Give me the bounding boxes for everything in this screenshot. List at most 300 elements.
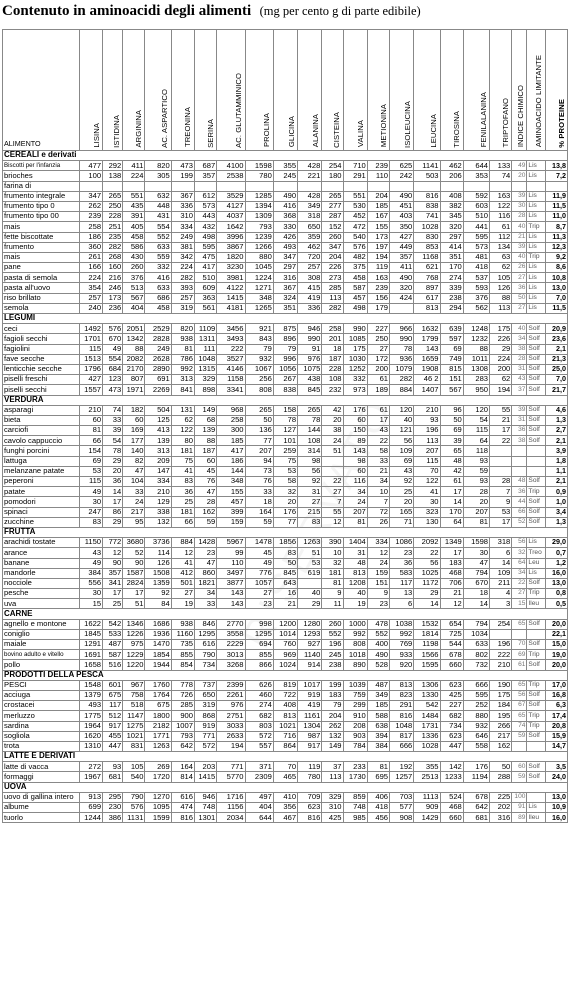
table-cell: Trip: [527, 589, 545, 599]
table-cell: 412: [171, 568, 194, 578]
table-cell: Solf: [527, 497, 545, 507]
table-cell: 419: [298, 293, 322, 303]
table-row: [3, 201, 568, 211]
table-row: [3, 813, 568, 823]
table-cell: 41: [171, 558, 194, 568]
table-row: [3, 293, 568, 303]
table-cell: 143: [343, 446, 367, 456]
table-cell: 38: [512, 344, 527, 354]
table-cell: 170: [440, 263, 463, 273]
table-cell: 341: [103, 578, 123, 588]
table-cell: 1599: [145, 813, 171, 823]
table-cell: 473: [171, 161, 194, 171]
table-cell: 207: [343, 507, 367, 517]
table-cell: 254: [322, 161, 343, 171]
table-cell: Solf: [527, 640, 545, 650]
table-cell: [463, 181, 489, 191]
table-cell: 776: [245, 568, 273, 578]
table-cell: 210: [414, 405, 440, 415]
food-name: frumento tipo 0: [3, 201, 80, 211]
table-cell: 27: [367, 344, 389, 354]
table-cell: 687: [194, 161, 216, 171]
table-cell: 20: [103, 466, 123, 476]
table-cell: 282: [171, 273, 194, 283]
table-cell: 1295: [245, 629, 273, 639]
header-row: [3, 30, 568, 151]
food-name: patate: [3, 487, 80, 497]
table-cell: 890: [343, 660, 367, 670]
table-cell: 14: [414, 599, 440, 609]
table-cell: 616: [171, 792, 194, 802]
table-cell: 1967: [79, 772, 102, 782]
table-cell: 1,3: [545, 517, 567, 527]
table-cell: 694: [245, 640, 273, 650]
table-cell: 329: [322, 792, 343, 802]
table-cell: 8,6: [545, 263, 567, 273]
table-cell: 946: [194, 792, 216, 802]
table-cell: 250: [103, 201, 123, 211]
table-cell: 47: [194, 558, 216, 568]
table-cell: 367: [171, 191, 194, 201]
table-cell: 70: [273, 762, 297, 772]
table-cell: 587: [343, 283, 367, 293]
food-name: melanzane patate: [3, 466, 80, 476]
title-main: Contenuto in aminoacidi degli alimenti: [2, 3, 252, 19]
table-cell: 10: [367, 487, 389, 497]
table-cell: 1771: [145, 731, 171, 741]
table-cell: 360: [79, 242, 102, 252]
table-row: [3, 507, 568, 517]
column-header-label: TREONINA: [183, 107, 193, 148]
table-cell: 1056: [273, 364, 297, 374]
table-cell: 576: [103, 324, 123, 334]
table-cell: 207: [414, 446, 440, 456]
table-cell: 66: [79, 436, 102, 446]
table-cell: 55: [490, 405, 512, 415]
table-cell: 910: [343, 711, 367, 721]
food-name: carciofi: [3, 426, 80, 436]
table-cell: 110: [217, 558, 245, 568]
food-name: coniglio: [3, 629, 80, 639]
table-cell: 318: [298, 212, 322, 222]
table-cell: 291: [343, 171, 367, 181]
table-row: [3, 629, 568, 639]
table-cell: 238: [440, 293, 463, 303]
table-cell: Solf: [527, 762, 545, 772]
table-cell: 703: [390, 792, 414, 802]
table-cell: 162: [490, 741, 512, 751]
table-row: [3, 558, 568, 568]
table-cell: [512, 446, 527, 456]
table-cell: 184: [490, 701, 512, 711]
table-cell: Solf: [527, 415, 545, 425]
table-cell: 249: [171, 232, 194, 242]
table-cell: 65: [512, 619, 527, 629]
food-name: spinaci: [3, 507, 80, 517]
table-cell: 456: [367, 813, 389, 823]
table-cell: 126: [145, 558, 171, 568]
table-cell: 166: [79, 263, 102, 273]
category-label: VERDURA: [3, 395, 568, 405]
table-cell: 242: [390, 171, 414, 181]
table-cell: 93: [414, 415, 440, 425]
table-cell: [527, 466, 545, 476]
table-cell: [217, 181, 245, 191]
table-cell: 183: [322, 690, 343, 700]
table-cell: 1293: [298, 629, 322, 639]
column-header: [545, 30, 567, 151]
table-cell: 169: [123, 426, 145, 436]
table-cell: 316: [490, 813, 512, 823]
table-cell: 11,9: [545, 191, 567, 201]
table-cell: 1513: [79, 354, 102, 364]
table-cell: 3527: [217, 354, 245, 364]
table-cell: 31: [512, 364, 527, 374]
table-cell: 208: [343, 721, 367, 731]
table-cell: [145, 181, 171, 191]
table-cell: 1024: [273, 660, 297, 670]
table-cell: Ileu: [527, 599, 545, 609]
table-cell: 1018: [343, 650, 367, 660]
table-cell: 24,0: [545, 772, 567, 782]
table-cell: 2,1: [545, 477, 567, 487]
table-cell: 28: [463, 487, 489, 497]
table-cell: 64: [440, 517, 463, 527]
table-cell: 1944: [145, 660, 171, 670]
table-cell: 265: [245, 405, 273, 415]
table-cell: 3013: [217, 650, 245, 660]
table-row: [3, 599, 568, 609]
table-cell: 100: [79, 171, 102, 181]
table-cell: 403: [390, 212, 414, 222]
table-cell: 460: [245, 690, 273, 700]
table-cell: 686: [145, 293, 171, 303]
table-cell: Solf: [527, 701, 545, 711]
table-cell: 428: [298, 191, 322, 201]
table-cell: 34: [512, 334, 527, 344]
table-cell: 1156: [217, 803, 245, 813]
table-cell: 39: [512, 191, 527, 201]
table-cell: 15: [512, 599, 527, 609]
table-cell: 61: [490, 222, 512, 232]
table-cell: 28: [194, 497, 216, 507]
table-cell: 1407: [414, 385, 440, 395]
table-cell: 172: [367, 354, 389, 364]
table-cell: 1478: [245, 538, 273, 548]
table-cell: 269: [145, 762, 171, 772]
table-cell: 4146: [217, 364, 245, 374]
table-cell: 1557: [79, 385, 102, 395]
table-cell: 28: [512, 354, 527, 364]
table-row: [3, 690, 568, 700]
table-cell: 232: [322, 385, 343, 395]
table-cell: 990: [298, 334, 322, 344]
table-cell: 108: [322, 375, 343, 385]
table-cell: 678: [463, 792, 489, 802]
table-row: [3, 252, 568, 262]
table-cell: 699: [79, 803, 102, 813]
table-cell: 417: [194, 263, 216, 273]
column-header-label: VALINA: [356, 120, 366, 148]
table-cell: 8,7: [545, 222, 567, 232]
table-cell: 946: [298, 324, 322, 334]
table-cell: 30: [512, 201, 527, 211]
table-cell: 347: [79, 191, 102, 201]
table-cell: 573: [463, 242, 489, 252]
table-cell: 68: [194, 415, 216, 425]
table-cell: 257: [171, 293, 194, 303]
table-cell: Solf: [527, 436, 545, 446]
table-cell: 20,8: [545, 721, 567, 731]
table-cell: 20: [322, 415, 343, 425]
table-cell: 1208: [343, 578, 367, 588]
table-cell: 5967: [217, 538, 245, 548]
table-cell: 14: [103, 487, 123, 497]
table-cell: 430: [123, 252, 145, 262]
table-cell: 222: [490, 650, 512, 660]
table-cell: 1775: [79, 711, 102, 721]
table-cell: 841: [171, 385, 194, 395]
table-cell: 51: [123, 599, 145, 609]
table-cell: 482: [343, 252, 367, 262]
table-cell: 13: [390, 589, 414, 599]
table-cell: 897: [414, 283, 440, 293]
table-cell: 78: [273, 415, 297, 425]
table-cell: 75: [171, 456, 194, 466]
table-cell: 288: [490, 772, 512, 782]
table-cell: 12: [440, 599, 463, 609]
table-cell: 1229: [123, 650, 145, 660]
table-cell: 820: [145, 161, 171, 171]
table-cell: 77: [273, 517, 297, 527]
table-cell: 716: [273, 731, 297, 741]
table-cell: 595: [194, 242, 216, 252]
table-cell: 150: [343, 426, 367, 436]
food-name: fagiolini: [3, 344, 80, 354]
table-cell: 1252: [343, 364, 367, 374]
table-cell: 295: [103, 792, 123, 802]
table-cell: 1304: [298, 721, 322, 731]
table-cell: 131: [171, 405, 194, 415]
table-cell: 813: [273, 711, 297, 721]
table-cell: 741: [414, 212, 440, 222]
table-cell: 632: [145, 191, 171, 201]
column-header: [490, 30, 512, 151]
table-cell: 1147: [123, 711, 145, 721]
table-cell: 371: [245, 762, 273, 772]
table-cell: 112: [490, 232, 512, 242]
table-cell: 23: [367, 599, 389, 609]
table-cell: 681: [463, 813, 489, 823]
table-cell: 37: [512, 385, 527, 395]
table-cell: 227: [367, 324, 389, 334]
table-cell: 227: [440, 701, 463, 711]
category-row: [3, 314, 568, 324]
table-cell: 43: [390, 466, 414, 476]
table-cell: 468: [440, 803, 463, 813]
table-cell: 644: [463, 161, 489, 171]
table-cell: 40: [390, 415, 414, 425]
table-cell: 43: [512, 375, 527, 385]
food-name: bieta: [3, 415, 80, 425]
table-cell: 127: [273, 426, 297, 436]
table-cell: 1659: [414, 354, 440, 364]
table-cell: [527, 792, 545, 802]
table-row: [3, 283, 568, 293]
table-cell: Solf: [527, 477, 545, 487]
table-cell: 49: [245, 558, 273, 568]
food-name: bovino adulto e vitello: [3, 650, 80, 660]
table-cell: 813: [390, 680, 414, 690]
column-header-label: ALANINA: [310, 114, 320, 148]
table-cell: 52: [512, 517, 527, 527]
column-header-label: LISINA: [91, 122, 101, 148]
food-name: peperoni: [3, 477, 80, 487]
table-cell: 357: [390, 252, 414, 262]
table-cell: 176: [343, 405, 367, 415]
table-row: [3, 619, 568, 629]
table-cell: 790: [123, 792, 145, 802]
table-cell: 7,0: [545, 375, 567, 385]
table-cell: 853: [414, 242, 440, 252]
table-row: [3, 232, 568, 242]
table-cell: 540: [343, 232, 367, 242]
table-cell: 619: [298, 568, 322, 578]
table-cell: 20,0: [545, 619, 567, 629]
table-cell: Trip: [527, 222, 545, 232]
table-cell: 732: [463, 660, 489, 670]
table-cell: 154: [79, 446, 102, 456]
table-cell: Lis: [527, 263, 545, 273]
table-row: [3, 354, 568, 364]
table-cell: 617: [414, 293, 440, 303]
table-cell: 285: [322, 283, 343, 293]
table-cell: 1642: [217, 222, 245, 232]
table-cell: 992: [390, 629, 414, 639]
table-cell: 7: [367, 497, 389, 507]
table-cell: 1257: [390, 772, 414, 782]
table-cell: [490, 456, 512, 466]
column-header-label: % PROTEINE: [556, 98, 566, 148]
table-cell: 1172: [414, 578, 440, 588]
table-cell: 64: [512, 558, 527, 568]
table-cell: 17,4: [545, 711, 567, 721]
table-cell: 2182: [145, 721, 171, 731]
table-cell: 204: [322, 711, 343, 721]
table-cell: 164: [171, 762, 194, 772]
table-cell: 228: [103, 212, 123, 222]
table-cell: 224: [490, 354, 512, 364]
table-cell: 319: [171, 303, 194, 313]
table-cell: 185: [367, 701, 389, 711]
table-cell: 152: [322, 222, 343, 232]
table-cell: 47: [123, 466, 145, 476]
table-row: [3, 334, 568, 344]
table-cell: 14: [463, 599, 489, 609]
table-cell: 79: [245, 344, 273, 354]
table-cell: 347: [322, 242, 343, 252]
table-cell: 81: [367, 762, 389, 772]
table-cell: 31: [343, 548, 367, 558]
table-cell: 83: [298, 517, 322, 527]
table-cell: [245, 181, 273, 191]
table-cell: 438: [298, 375, 322, 385]
table-cell: 900: [171, 711, 194, 721]
table-cell: 265: [322, 191, 343, 201]
table-cell: [414, 181, 440, 191]
table-cell: 262: [79, 201, 102, 211]
table-cell: 30: [79, 497, 102, 507]
table-cell: 375: [343, 263, 367, 273]
table-cell: 913: [79, 792, 102, 802]
table-cell: 432: [194, 222, 216, 232]
food-name: banane: [3, 558, 80, 568]
table-cell: 52: [123, 548, 145, 558]
table-cell: 36: [171, 487, 194, 497]
table-cell: 94: [245, 456, 273, 466]
table-cell: 190: [490, 680, 512, 690]
food-name: piselli freschi: [3, 375, 80, 385]
table-cell: 54: [103, 436, 123, 446]
table-cell: 81: [463, 517, 489, 527]
column-header-label: LEUCINA: [429, 113, 439, 148]
table-cell: 633: [145, 242, 171, 252]
table-cell: Lis: [527, 232, 545, 242]
table-cell: 86: [103, 507, 123, 517]
table-cell: 435: [123, 201, 145, 211]
table-cell: 6: [490, 548, 512, 558]
table-cell: 60: [194, 456, 216, 466]
table-cell: 114: [145, 548, 171, 558]
table-cell: 425: [440, 690, 463, 700]
table-cell: 200: [367, 364, 389, 374]
food-name: pesche: [3, 589, 80, 599]
table-cell: 13,0: [545, 792, 567, 802]
table-cell: 62: [490, 375, 512, 385]
table-cell: 443: [194, 212, 216, 222]
table-cell: 9: [490, 497, 512, 507]
table-cell: 31: [512, 415, 527, 425]
table-cell: Trip: [527, 680, 545, 690]
table-cell: 1045: [245, 263, 273, 273]
table-cell: 20,0: [545, 660, 567, 670]
table-cell: 21,3: [545, 354, 567, 364]
table-cell: Lis: [527, 293, 545, 303]
table-cell: 1306: [414, 680, 440, 690]
table-cell: [79, 181, 102, 191]
table-cell: 260: [123, 263, 145, 273]
table-cell: 147: [145, 466, 171, 476]
table-cell: 257: [298, 263, 322, 273]
table-cell: 31: [298, 487, 322, 497]
table-cell: 623: [298, 803, 322, 813]
table-cell: 3981: [217, 273, 245, 283]
table-row: [3, 660, 568, 670]
table-cell: 120: [463, 405, 489, 415]
table-cell: 29: [490, 344, 512, 354]
table-cell: 722: [273, 690, 297, 700]
table-cell: 297: [440, 232, 463, 242]
table-cell: 69: [440, 426, 463, 436]
table-cell: 1799: [414, 334, 440, 344]
column-header-label: CISTEINA: [332, 111, 342, 148]
table-cell: [512, 466, 527, 476]
table-cell: 318: [490, 538, 512, 548]
category-label: UOVA: [3, 782, 568, 792]
table-cell: 642: [463, 803, 489, 813]
table-cell: 259: [273, 446, 297, 456]
table-cell: 408: [440, 191, 463, 201]
